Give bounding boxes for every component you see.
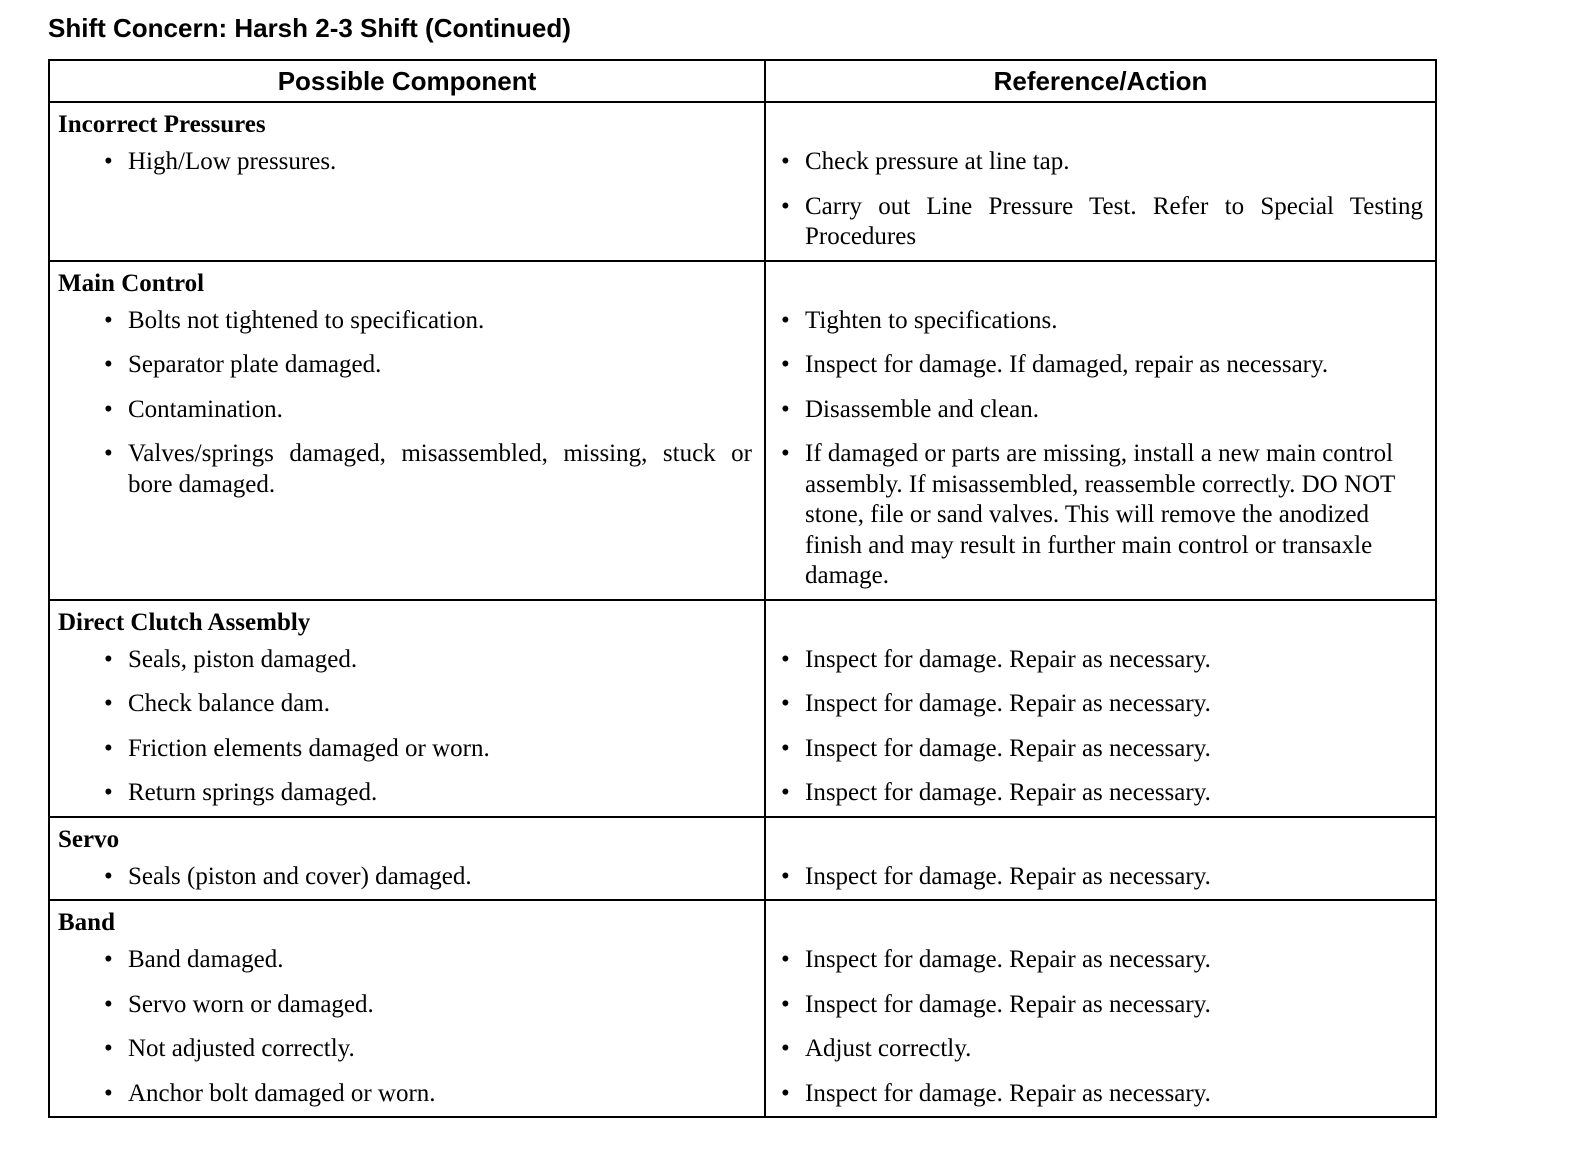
component-cell xyxy=(49,983,765,1028)
section-header-cell xyxy=(49,261,765,299)
bullet-icon: • xyxy=(781,148,790,175)
table-row xyxy=(49,682,1436,727)
section-title: Incorrect Pressures xyxy=(58,111,266,138)
list-item xyxy=(50,682,764,727)
table-row xyxy=(49,638,1436,683)
component-cell xyxy=(49,432,765,600)
list-item xyxy=(766,1027,1435,1072)
section-title: Main Control xyxy=(58,269,205,297)
action-text: Inspect for damage. Repair as necessary. xyxy=(805,990,1211,1018)
bullet-icon: • xyxy=(781,1079,790,1107)
list-item xyxy=(50,1027,764,1072)
component-text: High/Low pressures. xyxy=(128,148,337,175)
component-text: Return springs damaged. xyxy=(128,779,378,806)
component-text: Valves/springs damaged, misassembled, missing, stuck or bore damaged. xyxy=(128,440,752,498)
list-item xyxy=(50,388,764,433)
action-cell xyxy=(765,682,1436,727)
action-cell xyxy=(765,1072,1436,1118)
list-item xyxy=(50,983,764,1028)
table-body xyxy=(49,102,1436,1117)
section-header-empty-cell xyxy=(765,600,1436,638)
component-text: Separator plate damaged. xyxy=(128,351,382,378)
action-text: If damaged or parts are missing, install a new main control assembly. If misassembled, reassemble correctly. DO NOT stone, file or sand valves. This will remove the anodized finish and may result in further main control or transaxle damage. xyxy=(805,440,1395,589)
bullet-icon: • xyxy=(781,440,790,467)
action-cell xyxy=(765,727,1436,772)
table-row xyxy=(49,771,1436,817)
section-title: Band xyxy=(58,909,115,936)
list-item xyxy=(766,983,1435,1028)
list-item xyxy=(50,432,764,507)
component-text: Check balance dam. xyxy=(128,690,330,717)
section-title: Servo xyxy=(58,825,120,853)
section-header-cell xyxy=(49,900,765,938)
action-text: Inspect for damage. Repair as necessary. xyxy=(805,862,1211,890)
list-item xyxy=(50,855,764,900)
list-item xyxy=(766,140,1435,185)
section-header-cell xyxy=(49,817,765,855)
component-text: Contamination. xyxy=(128,395,283,423)
bullet-icon: • xyxy=(781,306,790,334)
list-item xyxy=(766,638,1435,683)
bullet-icon: • xyxy=(104,779,113,806)
section-header-empty-cell xyxy=(765,900,1436,938)
list-item xyxy=(50,343,764,388)
component-cell xyxy=(49,682,765,727)
list-item xyxy=(766,771,1435,816)
bullet-icon: • xyxy=(104,351,113,378)
bullet-icon: • xyxy=(104,306,113,334)
section-title: Direct Clutch Assembly xyxy=(58,608,311,636)
bullet-icon: • xyxy=(104,395,113,423)
list-item xyxy=(50,938,764,983)
section-header-cell xyxy=(49,102,765,140)
component-text: Friction elements damaged or worn. xyxy=(128,734,490,762)
action-text: Disassemble and clean. xyxy=(805,395,1039,423)
bullet-icon: • xyxy=(781,734,790,762)
component-text: Servo worn or damaged. xyxy=(128,990,374,1018)
component-cell xyxy=(49,388,765,433)
action-cell xyxy=(765,388,1436,433)
component-cell xyxy=(49,1027,765,1072)
component-text: Anchor bolt damaged or worn. xyxy=(128,1079,436,1107)
section-header-row xyxy=(49,600,1436,638)
bullet-icon: • xyxy=(781,990,790,1018)
action-cell xyxy=(765,185,1436,261)
bullet-icon: • xyxy=(781,395,790,423)
component-text: Seals, piston damaged. xyxy=(128,645,358,673)
table-row xyxy=(49,343,1436,388)
bullet-icon: • xyxy=(104,690,113,717)
list-item xyxy=(766,388,1435,433)
section-header-row xyxy=(49,900,1436,938)
section-header-empty-cell xyxy=(765,261,1436,299)
table-row xyxy=(49,140,1436,185)
component-cell xyxy=(49,855,765,901)
section-header-empty-cell xyxy=(765,817,1436,855)
list-item xyxy=(50,299,764,344)
list-item xyxy=(50,140,764,185)
section-header-cell xyxy=(49,600,765,638)
bullet-icon: • xyxy=(781,192,790,220)
table-row xyxy=(49,1027,1436,1072)
diagnosis-table xyxy=(48,59,1437,1118)
component-cell xyxy=(49,343,765,388)
bullet-icon: • xyxy=(104,734,113,762)
action-cell xyxy=(765,855,1436,901)
list-item xyxy=(766,727,1435,772)
action-cell xyxy=(765,343,1436,388)
action-cell xyxy=(765,140,1436,185)
list-item xyxy=(50,771,764,816)
component-cell xyxy=(49,771,765,817)
component-cell xyxy=(49,185,765,261)
list-item xyxy=(766,682,1435,727)
bullet-icon: • xyxy=(104,1035,113,1062)
bullet-icon: • xyxy=(781,946,790,973)
section-header-row xyxy=(49,261,1436,299)
action-text: Tighten to specifications. xyxy=(805,306,1058,334)
bullet-icon: • xyxy=(104,946,113,973)
component-cell xyxy=(49,727,765,772)
action-cell xyxy=(765,1027,1436,1072)
bullet-icon: • xyxy=(104,990,113,1018)
bullet-icon: • xyxy=(781,862,790,890)
section-header-row xyxy=(49,817,1436,855)
component-text: Bolts not tightened to specification. xyxy=(128,306,485,334)
component-cell xyxy=(49,638,765,683)
component-cell xyxy=(49,1072,765,1118)
action-cell xyxy=(765,771,1436,817)
component-cell xyxy=(49,299,765,344)
list-item xyxy=(766,938,1435,983)
action-cell xyxy=(765,638,1436,683)
table-row xyxy=(49,983,1436,1028)
action-text: Inspect for damage. Repair as necessary. xyxy=(805,734,1211,762)
column-header-action: Reference/Action xyxy=(765,60,1436,102)
table-row xyxy=(49,727,1436,772)
list-item xyxy=(50,638,764,683)
section-header-empty-cell xyxy=(765,102,1436,140)
action-text: Inspect for damage. Repair as necessary. xyxy=(805,1079,1211,1107)
bullet-icon: • xyxy=(781,779,790,806)
action-cell xyxy=(765,983,1436,1028)
component-cell xyxy=(49,140,765,185)
action-text: Inspect for damage. Repair as necessary. xyxy=(805,779,1211,806)
bullet-icon: • xyxy=(104,645,113,673)
action-text: Inspect for damage. Repair as necessary. xyxy=(805,690,1211,717)
action-text: Check pressure at line tap. xyxy=(805,148,1070,175)
bullet-icon: • xyxy=(781,1035,790,1062)
bullet-icon: • xyxy=(781,690,790,717)
column-header-component: Possible Component xyxy=(49,60,765,102)
list-item xyxy=(50,1072,764,1117)
section-header-row xyxy=(49,102,1436,140)
bullet-icon: • xyxy=(104,1079,113,1107)
action-cell xyxy=(765,432,1436,600)
table-row xyxy=(49,938,1436,983)
table-row xyxy=(49,432,1436,600)
bullet-icon: • xyxy=(781,351,790,378)
bullet-icon: • xyxy=(104,440,113,467)
table-header-row xyxy=(49,60,1436,102)
table-row xyxy=(49,388,1436,433)
component-text: Seals (piston and cover) damaged. xyxy=(128,862,472,890)
table-row xyxy=(49,185,1436,261)
action-cell xyxy=(765,938,1436,983)
action-cell xyxy=(765,299,1436,344)
bullet-icon: • xyxy=(104,148,113,175)
action-text: Carry out Line Pressure Test. Refer to Special Testing Procedures xyxy=(805,192,1423,250)
table-row xyxy=(49,1072,1436,1118)
action-text: Inspect for damage. Repair as necessary. xyxy=(805,946,1211,973)
list-item xyxy=(766,1072,1435,1117)
list-item xyxy=(766,185,1435,260)
table-row xyxy=(49,855,1436,901)
component-cell xyxy=(49,938,765,983)
component-text: Band damaged. xyxy=(128,946,284,973)
action-text: Inspect for damage. Repair as necessary. xyxy=(805,645,1211,673)
list-item xyxy=(766,299,1435,344)
page-title: Shift Concern: Harsh 2-3 Shift (Continued) xyxy=(48,13,571,43)
list-item xyxy=(766,855,1435,900)
list-item xyxy=(766,343,1435,388)
action-text: Adjust correctly. xyxy=(805,1035,972,1062)
bullet-icon: • xyxy=(104,862,113,890)
list-item xyxy=(766,432,1435,599)
component-text: Not adjusted correctly. xyxy=(128,1035,355,1062)
action-text: Inspect for damage. If damaged, repair as necessary. xyxy=(805,351,1329,378)
bullet-icon: • xyxy=(781,645,790,673)
table-row xyxy=(49,299,1436,344)
list-item xyxy=(50,727,764,772)
